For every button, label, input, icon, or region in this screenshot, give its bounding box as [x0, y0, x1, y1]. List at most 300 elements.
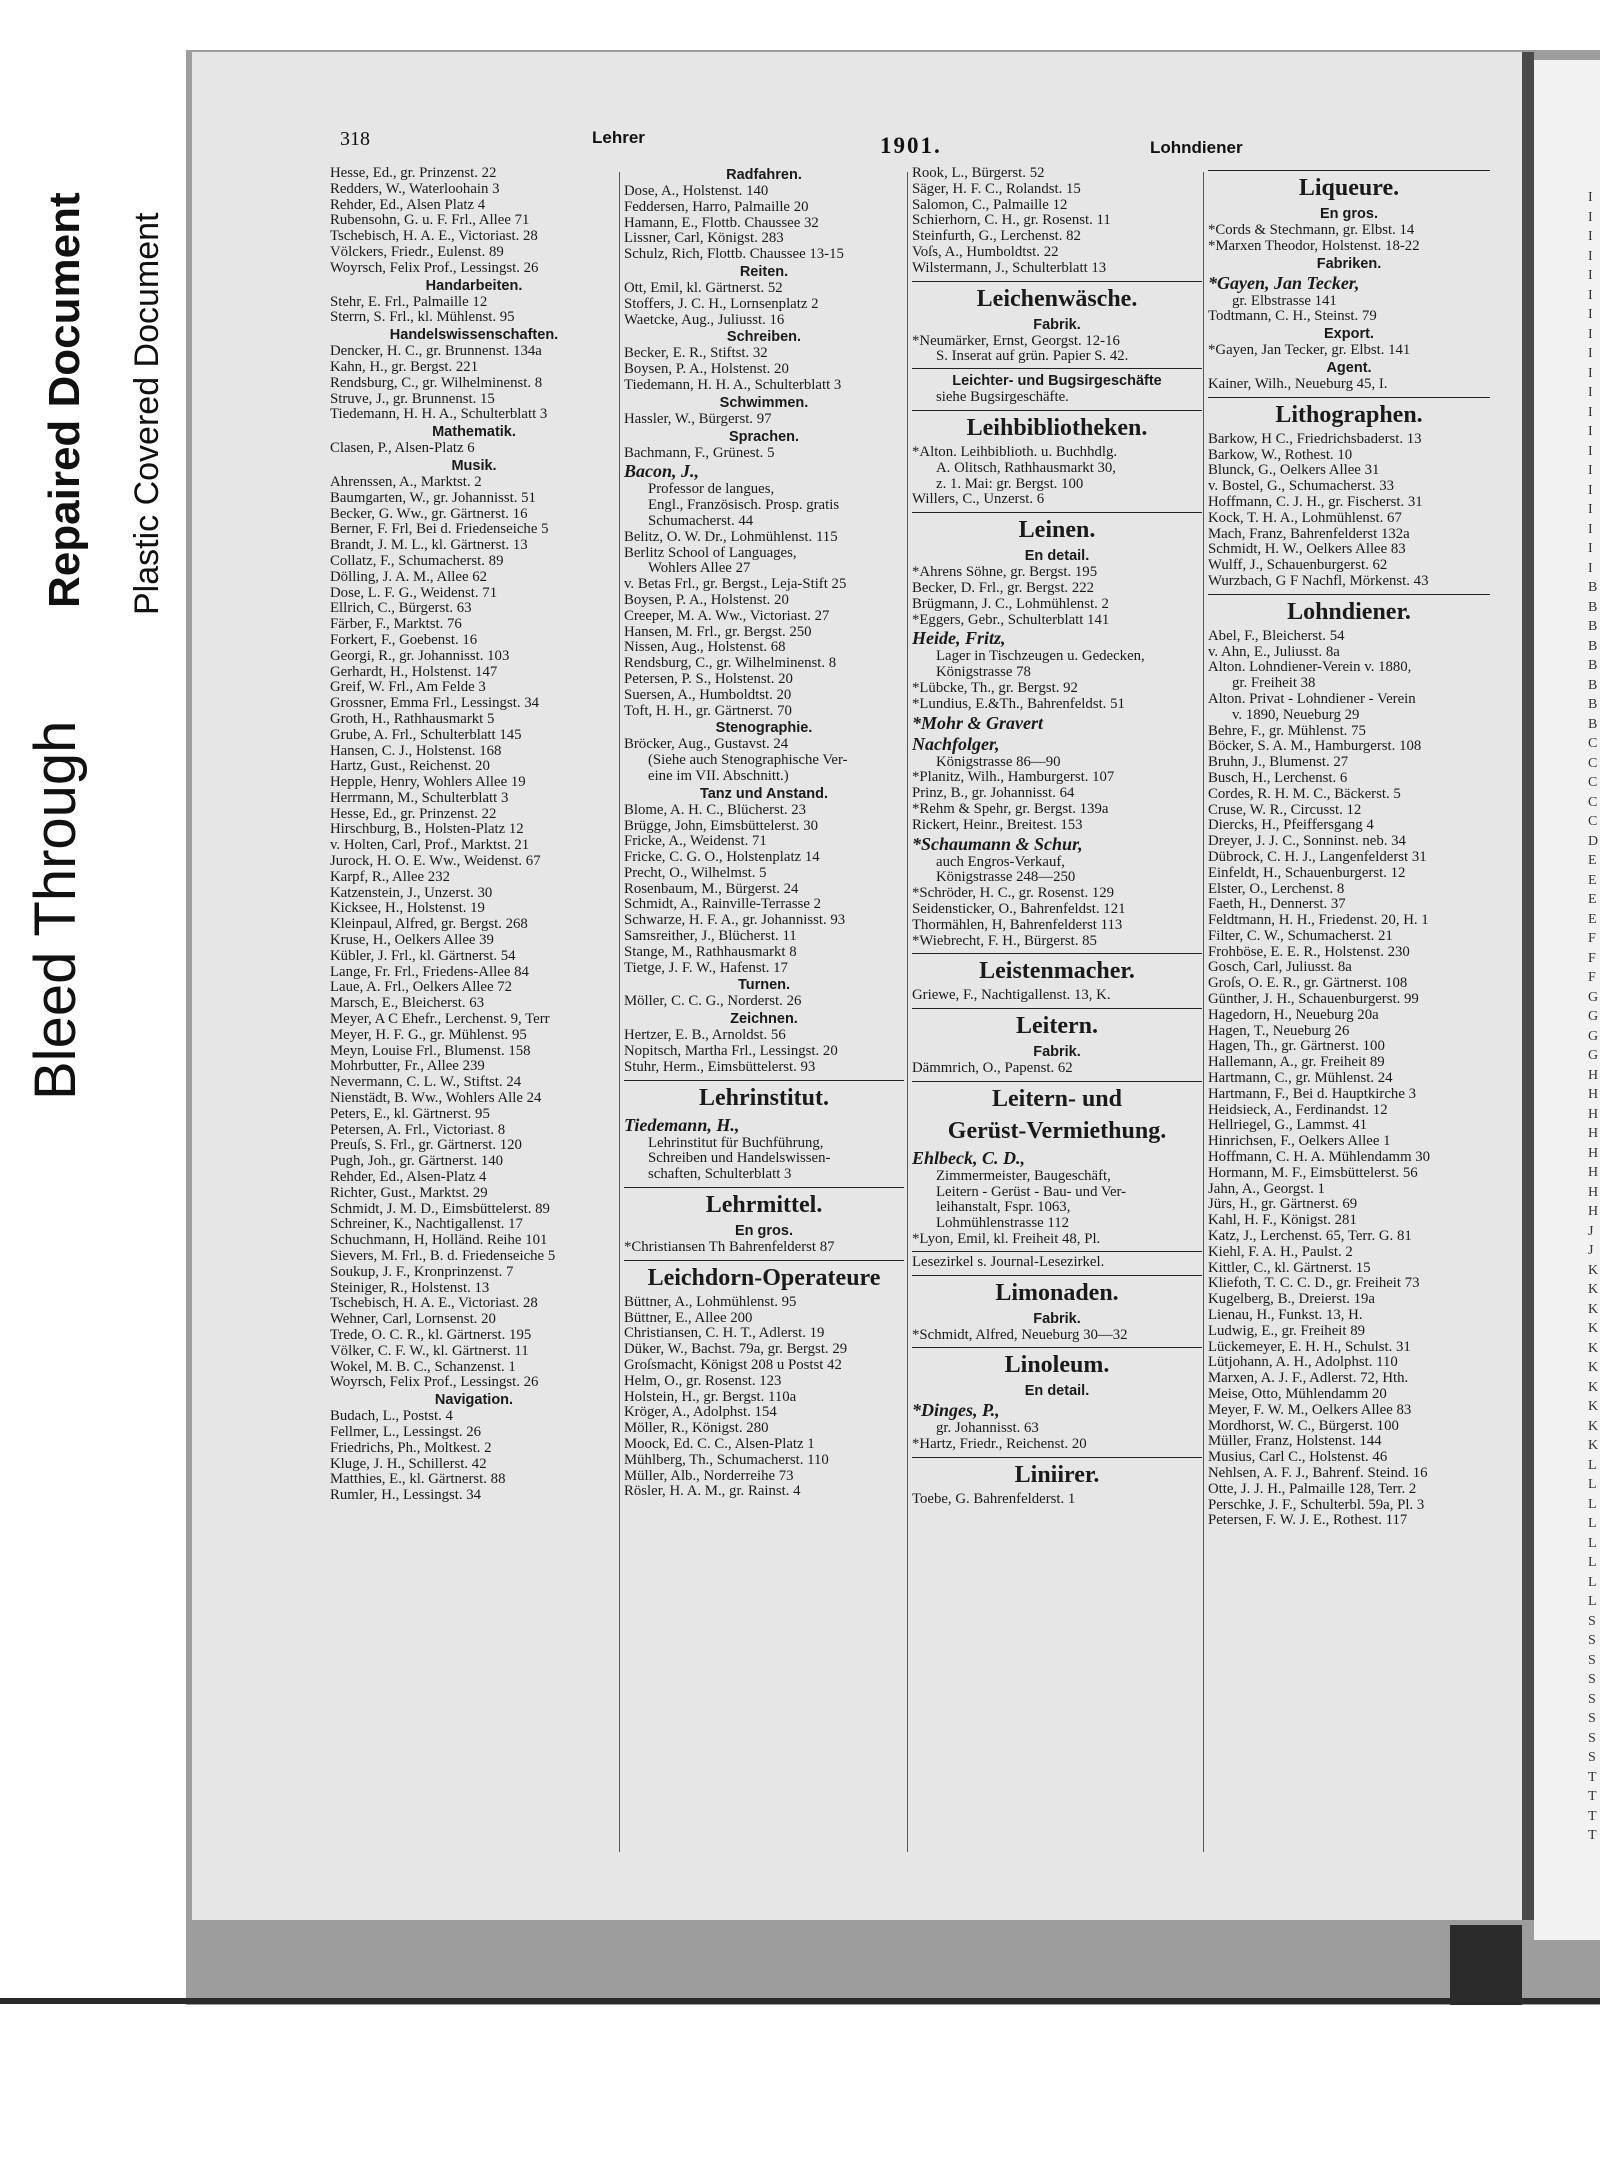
directory-entry: Kröger, A., Adolphst. 154: [624, 1405, 777, 1421]
section-heading: En gros.: [1319, 206, 1378, 222]
directory-entry: Elster, O., Lerchenst. 8: [1208, 881, 1345, 897]
entry-continuation: Leitern - Gerüst - Bau- und Ver-: [936, 1183, 1127, 1200]
category-heading: Leihbibliotheken.: [912, 410, 1202, 443]
advertiser-name: Tiedemann, H.,: [624, 1114, 740, 1135]
facing-page-letter: I: [1588, 541, 1593, 556]
directory-entry: Cruse, W. R., Circusst. 12: [1208, 802, 1362, 818]
facing-page-letter: J: [1588, 1243, 1594, 1258]
facing-page-letter: S: [1588, 1633, 1596, 1648]
directory-entry: Nevermann, C. L. W., Stiftst. 24: [330, 1075, 522, 1091]
directory-entry: Kluge, J. H., Schillerst. 42: [330, 1456, 487, 1472]
directory-entry: Budach, L., Postst. 4: [330, 1409, 453, 1425]
directory-entry: Musius, Carl C., Holstenst. 46: [1208, 1450, 1388, 1466]
column-3: [912, 166, 1202, 1508]
facing-page-letter: K: [1588, 1418, 1599, 1434]
directory-entry: Jürs, H., gr. Gärtnerst. 69: [1208, 1197, 1358, 1213]
category-heading: Lohndiener.: [1208, 594, 1490, 627]
directory-entry: Clasen, P., Alsen-Platz 6: [330, 441, 475, 457]
category-heading: Liniirer.: [912, 1457, 1202, 1490]
directory-entry: Kübler, J. Frl., kl. Gärtnerst. 54: [330, 948, 516, 964]
facing-page-letter: C: [1588, 736, 1598, 751]
entry-continuation: z. 1. Mai: gr. Bergst. 100: [936, 475, 1084, 492]
directory-entry: Lütjohann, A. H., Adolphst. 110: [1208, 1355, 1398, 1371]
directory-entry: Helm, O., gr. Rosenst. 123: [624, 1373, 782, 1389]
directory-entry: Bröcker, Aug., Gustavst. 24: [624, 737, 789, 753]
directory-entry: Rickert, Heinr., Breitest. 153: [912, 817, 1083, 833]
directory-entry: Schmidt, H. W., Oelkers Allee 83: [1208, 542, 1406, 558]
category-heading: Leinen.: [912, 512, 1202, 545]
directory-entry: Perschke, J. F., Schulterbl. 59a, Pl. 3: [1208, 1497, 1425, 1513]
category-heading: Limonaden.: [912, 1275, 1202, 1308]
facing-page-letter: B: [1588, 619, 1598, 634]
column-4: [1208, 166, 1490, 1529]
directory-entry: Fellmer, L., Lessingst. 26: [330, 1424, 482, 1440]
category-heading: Leichenwäsche.: [912, 281, 1202, 314]
advertiser-name: Heide, Fritz,: [912, 628, 1006, 649]
facing-page-letter: B: [1588, 677, 1598, 693]
entry-continuation: Schumacherst. 44: [648, 512, 754, 529]
facing-page-letter: I: [1588, 463, 1593, 478]
directory-entry: Hertzer, E. B., Arnoldst. 56: [624, 1028, 786, 1044]
directory-entry: Lückemeyer, E. H. H., Schulst. 31: [1208, 1339, 1411, 1355]
directory-entry: Tiedemann, H. H. A., Schulterblatt 3: [624, 377, 842, 393]
facing-page-letter: L: [1588, 1457, 1597, 1473]
directory-entry: Collatz, F., Schumacherst. 89: [330, 553, 504, 569]
facing-page-letter: K: [1588, 1321, 1599, 1336]
directory-entry: Hamann, E., Flottb. Chaussee 32: [624, 215, 819, 231]
section-heading: Reiten.: [739, 263, 789, 280]
directory-entry: Hagedorn, H., Neueburg 20a: [1208, 1007, 1379, 1023]
directory-entry: Möller, R., Königst. 280: [624, 1421, 769, 1437]
entry-continuation: Königstrasse 78: [936, 664, 1031, 681]
directory-entry: Otte, J. J. H., Palmaille 128, Terr. 2: [1208, 1481, 1417, 1497]
facing-page-letter: K: [1588, 1262, 1599, 1278]
directory-entry: *Christiansen Th Bahrenfelderst 87: [624, 1240, 835, 1256]
directory-entry: Filter, C. W., Schumacherst. 21: [1208, 928, 1393, 944]
facing-page-letter: B: [1588, 580, 1598, 595]
directory-entry: Trede, O. C. R., kl. Gärtnerst. 195: [330, 1327, 532, 1343]
facing-page-letter: S: [1588, 1691, 1596, 1707]
directory-entry: *Eggers, Gebr., Schulterblatt 141: [912, 612, 1110, 628]
directory-entry: Meyn, Louise Frl., Blumenst. 158: [330, 1043, 531, 1059]
facing-page-letter: I: [1588, 521, 1593, 537]
directory-entry: Brandt, J. M. L., kl. Gärtnerst. 13: [330, 538, 528, 554]
facing-page-letter: I: [1588, 229, 1593, 244]
directory-entry: Hepple, Henry, Wohlers Allee 19: [330, 775, 526, 791]
entry-continuation: A. Olitsch, Rathhausmarkt 30,: [936, 459, 1117, 476]
directory-entry: Groſs, O. E. R., gr. Gärtnerst. 108: [1208, 976, 1408, 992]
entry-continuation: Professor de langues,: [648, 481, 775, 498]
directory-entry: Busch, H., Lerchenst. 6: [1208, 770, 1348, 786]
directory-entry: Nissen, Aug., Holstenst. 68: [624, 640, 786, 656]
section-heading: Sprachen.: [728, 428, 800, 445]
directory-entry: Greif, W. Frl., Am Felde 3: [330, 680, 486, 696]
directory-entry: *Wiebrecht, F. H., Bürgerst. 85: [912, 933, 1097, 949]
directory-entry: Barkow, H C., Friedrichsbaderst. 13: [1208, 431, 1422, 447]
section-heading: Navigation.: [434, 1392, 514, 1409]
facing-page-letter: I: [1588, 248, 1593, 264]
directory-entry: Kruse, H., Oelkers Allee 39: [330, 933, 494, 949]
directory-entry: Tschebisch, H. A. E., Victoriast. 28: [330, 1296, 538, 1312]
directory-entry: Schuchmann, H, Holländ. Reihe 101: [330, 1233, 548, 1249]
directory-entry: Kainer, Wilh., Neueburg 45, I.: [1208, 376, 1388, 392]
facing-page-letter: F: [1588, 950, 1596, 966]
directory-entry: Meyer, H. F. G., gr. Mühlenst. 95: [330, 1027, 527, 1043]
rule-line: [912, 368, 1202, 369]
facing-page-letter: T: [1588, 1808, 1597, 1824]
directory-entry: Rehder, Ed., Alsen-Platz 4: [330, 1170, 487, 1186]
directory-entry: Jurock, H. O. E. Ww., Weidenst. 67: [330, 854, 541, 870]
facing-page-letter: S: [1588, 1750, 1596, 1765]
directory-entry: Wurzbach, G F Nachfl, Mörkenst. 43: [1208, 573, 1429, 589]
directory-entry: Thormählen, H, Bahrenfelderst 113: [912, 917, 1123, 933]
directory-entry: Hesse, Ed., gr. Prinzenst. 22: [330, 806, 497, 822]
directory-entry: Tschebisch, H. A. E., Victoriast. 28: [330, 229, 538, 245]
section-heading: Fabrik.: [1033, 1044, 1081, 1061]
category-heading: Lehrmittel.: [624, 1187, 904, 1220]
entry-continuation: Königstrasse 86—90: [936, 753, 1061, 770]
directory-entry: Kiehl, F. A. H., Paulst. 2: [1208, 1244, 1353, 1260]
directory-entry: Hoffmann, C. H. A. Mühlendamm 30: [1208, 1150, 1431, 1166]
facing-page-letter: E: [1588, 853, 1597, 868]
directory-entry: Dreyer, J. J. C., Sonninst. neb. 34: [1208, 834, 1406, 850]
facing-page-letter: K: [1588, 1340, 1599, 1356]
directory-entry: Meyer, F. W. M., Oelkers Allee 83: [1208, 1402, 1412, 1418]
directory-entry: Hirschburg, B., Holsten-Platz 12: [330, 822, 524, 838]
section-heading: Stenographie.: [715, 720, 813, 737]
directory-entry: Barkow, W., Rothest. 10: [1208, 447, 1353, 463]
entry-continuation: Lehrinstitut für Buchführung,: [648, 1134, 824, 1151]
facing-page-letter: G: [1588, 1009, 1599, 1024]
facing-page-letter: H: [1588, 1087, 1599, 1102]
facing-page-letter: K: [1588, 1399, 1599, 1414]
directory-entry: Hansen, C. J., Holstenst. 168: [330, 743, 502, 759]
directory-entry: Precht, O., Wilhelmst. 5: [624, 865, 767, 881]
directory-entry: Lesezirkel s. Journal-Lesezirkel.: [912, 1254, 1105, 1270]
facing-page-letter: S: [1588, 1652, 1596, 1668]
facing-page-letter: H: [1588, 1165, 1599, 1180]
directory-entry: *Gayen, Jan Tecker, gr. Elbst. 141: [1208, 343, 1411, 359]
category-heading: Gerüst-Vermiethung.: [947, 1117, 1167, 1144]
directory-entry: Marsch, E., Bleicherst. 63: [330, 996, 485, 1012]
directory-entry: Petersen, F. W. J. E., Rothest. 117: [1208, 1513, 1408, 1529]
facing-page-letter: B: [1588, 599, 1598, 615]
directory-entry: Hartmann, F., Bei d. Hauptkirche 3: [1208, 1086, 1416, 1102]
directory-entry: Faeth, H., Dennerst. 37: [1208, 897, 1346, 913]
directory-entry: Blome, A. H. C., Blücherst. 23: [624, 802, 807, 818]
facing-page-letter: L: [1588, 1477, 1597, 1492]
directory-entry: Schmidt, A., Rainville-Terrasse 2: [624, 897, 822, 913]
entry-continuation: v. 1890, Neueburg 29: [1232, 706, 1360, 723]
directory-entry: Griewe, F., Nachtigallenst. 13, K.: [912, 988, 1111, 1004]
facing-page-letter: F: [1588, 931, 1596, 946]
facing-page-letter: C: [1588, 755, 1598, 771]
directory-entry: Völker, C. F. W., kl. Gärtnerst. 11: [330, 1343, 529, 1359]
directory-entry: Suersen, A., Humboldtst. 20: [624, 687, 792, 703]
entry-continuation: Königstrasse 248—250: [936, 869, 1076, 886]
section-heading: Agent.: [1326, 359, 1372, 376]
section-heading: Export.: [1324, 326, 1374, 343]
directory-entry: *Schmidt, Alfred, Neueburg 30—32: [912, 1327, 1128, 1343]
facing-page-letter: B: [1588, 716, 1598, 732]
directory-entry: *Lyon, Emil, kl. Freiheit 48, Pl.: [912, 1232, 1101, 1248]
directory-entry: Rosenbaum, M., Bürgerst. 24: [624, 881, 799, 897]
directory-entry: Peters, E., kl. Gärtnerst. 95: [330, 1106, 490, 1122]
facing-page-letter: I: [1588, 443, 1593, 459]
directory-entry: Matthies, E., kl. Gärtnerst. 88: [330, 1472, 506, 1488]
directory-entry: Rendsburg, C., gr. Wilhelminenst. 8: [330, 375, 543, 391]
entry-continuation: Lohmühlenstrasse 112: [936, 1215, 1070, 1232]
directory-entry: Feldtmann, H. H., Friedenst. 20, H. 1: [1208, 913, 1429, 929]
facing-page-letter: E: [1588, 872, 1597, 888]
facing-page-letter: I: [1588, 385, 1593, 400]
directory-entry: Düker, W., Bachst. 79a, gr. Bergst. 29: [624, 1342, 848, 1358]
directory-entry: Struve, J., gr. Brunnenst. 15: [330, 391, 495, 407]
directory-entry: Hartz, Gust., Reichenst. 20: [330, 759, 490, 775]
advertiser-name: Ehlbeck, C. D.,: [912, 1147, 1026, 1168]
entry-continuation: gr. Johannisst. 63: [936, 1420, 1039, 1437]
directory-entry: Behre, F., gr. Mühlenst. 75: [1208, 723, 1366, 739]
section-heading: Schreiben.: [726, 329, 802, 346]
directory-entry: Schreiner, K., Nachtigallenst. 17: [330, 1217, 523, 1233]
facing-page-letter: I: [1588, 326, 1593, 342]
directory-entry: Laue, A. Frl., Oelkers Allee 72: [330, 980, 513, 996]
directory-entry: v. Holten, Carl, Prof., Marktst. 21: [330, 838, 530, 854]
directory-entry: v. Bostel, G., Schumacherst. 33: [1208, 479, 1395, 495]
directory-entry: Forkert, F., Goebenst. 16: [330, 632, 478, 648]
directory-entry: Richter, Gust., Marktst. 29: [330, 1185, 488, 1201]
directory-entry: Woyrsch, Felix Prof., Lessingst. 26: [330, 260, 539, 276]
column-divider: [1203, 172, 1204, 1852]
directory-entry: Rehder, Ed., Alsen Platz 4: [330, 197, 486, 213]
directory-entry: Stange, M., Rathhausmarkt 8: [624, 944, 797, 960]
entry-continuation: auch Engros-Verkauf,: [936, 853, 1066, 870]
entry-continuation: Wohlers Allee 27: [648, 560, 751, 577]
directory-entry: Hassler, W., Bürgerst. 97: [624, 411, 772, 427]
directory-entry: Dose, A., Holstenst. 140: [624, 184, 769, 199]
directory-entry: Rösler, H. A. M., gr. Rainst. 4: [624, 1484, 801, 1500]
directory-entry: Georgi, R., gr. Johannisst. 103: [330, 648, 510, 664]
directory-entry: Samsreither, J., Blücherst. 11: [624, 929, 797, 945]
facing-page-letter: I: [1588, 307, 1593, 322]
directory-entry: Kleinpaul, Alfred, gr. Bergst. 268: [330, 917, 528, 933]
facing-page-letter: I: [1588, 268, 1593, 283]
facing-page-letter: I: [1588, 502, 1593, 517]
facing-page-letter: I: [1588, 365, 1593, 381]
directory-entry: Feddersen, Harro, Palmaille 20: [624, 199, 809, 215]
directory-entry: Dämmrich, O., Papenst. 62: [912, 1061, 1073, 1077]
directory-entry: Herrmann, M., Schulterblatt 3: [330, 790, 509, 806]
directory-entry: Steinfurth, G., Lerchenst. 82: [912, 229, 1081, 245]
section-heading: En detail.: [1024, 548, 1090, 565]
directory-entry: Pugh, Joh., gr. Gärtnerst. 140: [330, 1154, 504, 1170]
directory-entry: Moock, Ed. C. C., Alsen-Platz 1: [624, 1437, 815, 1453]
bottom-edge-bar: [0, 1998, 1600, 2004]
directory-entry: Voſs, A., Humboldtst. 22: [912, 244, 1059, 260]
category-heading: Leitern.: [912, 1008, 1202, 1041]
directory-entry: *Cords & Stechmann, gr. Elbst. 14: [1208, 223, 1415, 238]
directory-entry: Cordes, R. H. M. C., Bäckerst. 5: [1208, 786, 1401, 802]
directory-entry: Ott, Emil, kl. Gärtnerst. 52: [624, 280, 783, 296]
directory-entry: Wehner, Carl, Lornsenst. 20: [330, 1312, 496, 1328]
directory-entry: *Ahrens Söhne, gr. Bergst. 195: [912, 565, 1098, 581]
section-heading: Leichter- und Bugsirgeschäfte: [952, 373, 1162, 390]
directory-entry: Todtmann, C. H., Steinst. 79: [1208, 309, 1377, 325]
directory-entry: Rubensohn, G. u. F. Frl., Allee 71: [330, 213, 530, 229]
facing-page-letter: L: [1588, 1516, 1597, 1531]
directory-entry: Hagen, Th., gr. Gärtnerst. 100: [1208, 1039, 1385, 1055]
directory-entry: *Schröder, H. C., gr. Rosenst. 129: [912, 886, 1115, 902]
facing-page-letter: B: [1588, 638, 1598, 654]
directory-entry: Nehlsen, A. F. J., Bahrenf. Steind. 16: [1208, 1465, 1428, 1481]
directory-entry: Kugelberg, B., Dreierst. 19a: [1208, 1292, 1375, 1308]
directory-entry: Gosch, Carl, Juliusst. 8a: [1208, 960, 1352, 976]
directory-entry: Rendsburg, C., gr. Wilhelminenst. 8: [624, 656, 837, 672]
directory-entry: Böcker, S. A. M., Hamburgerst. 108: [1208, 739, 1422, 755]
rule-line: [912, 1251, 1202, 1252]
directory-entry: v. Ahn, E., Juliusst. 8a: [1208, 644, 1340, 660]
entry-continuation: gr. Elbstrasse 141: [1232, 292, 1337, 309]
directory-entry: Hormann, M. F., Eimsbüttelerst. 56: [1208, 1165, 1418, 1181]
directory-entry: Möller, C. C. G., Norderst. 26: [624, 994, 802, 1010]
directory-entry: Hinrichsen, F., Oelkers Allee 1: [1208, 1134, 1391, 1150]
header-right-title: Lohndiener: [1150, 138, 1243, 157]
directory-entry: *Rehm & Spehr, gr. Bergst. 139a: [912, 801, 1109, 817]
section-heading: Musik.: [451, 457, 497, 474]
facing-page-letter: S: [1588, 1613, 1596, 1629]
facing-page-letter: K: [1588, 1438, 1599, 1453]
directory-entry: Frohböse, E. E. R., Holstenst. 230: [1208, 944, 1410, 960]
directory-entry: Hellriegel, G., Lammst. 41: [1208, 1118, 1368, 1134]
directory-entry: Redders, W., Waterloohain 3: [330, 181, 500, 197]
directory-entry: Groth, H., Rathhausmarkt 5: [330, 711, 495, 727]
directory-entry: Kittler, C., kl. Gärtnerst. 15: [1208, 1260, 1371, 1276]
page-number: 318: [340, 128, 370, 150]
directory-entry: Holstein, H., gr. Bergst. 110a: [624, 1389, 797, 1405]
directory-entry: Heidsieck, A., Ferdinandst. 12: [1208, 1102, 1388, 1118]
facing-page-letter: H: [1588, 1145, 1599, 1161]
directory-entry: Preuſs, S. Frl., gr. Gärtnerst. 120: [330, 1138, 522, 1154]
directory-entry: Alton. Privat - Lohndiener - Verein: [1208, 691, 1416, 707]
directory-entry: Waetcke, Aug., Juliusst. 16: [624, 312, 785, 328]
directory-entry: Groſsmacht, Königst 208 u Postst 42: [624, 1358, 842, 1374]
facing-page-letter: I: [1588, 560, 1593, 576]
directory-entry: Stuhr, Herm., Eimsbüttelerst. 93: [624, 1059, 816, 1075]
directory-entry: Lienau, H., Funkst. 13, H.: [1208, 1308, 1363, 1324]
entry-continuation: Schreiben und Handelswissen-: [648, 1150, 831, 1167]
facing-page-letter: G: [1588, 989, 1599, 1005]
directory-entry: Becker, G. Ww., gr. Gärtnerst. 16: [330, 506, 528, 522]
facing-page-letter: G: [1588, 1048, 1599, 1063]
header-left-title: Lehrer: [592, 128, 645, 147]
directory-entry: Alton. Lohndiener-Verein v. 1880,: [1208, 660, 1412, 676]
section-heading: Fabrik.: [1033, 1310, 1081, 1327]
directory-entry: Müller, Franz, Holstenst. 144: [1208, 1434, 1382, 1450]
label-plastic-covered-document: Plastic Covered Document: [128, 212, 166, 615]
facing-page-letter: T: [1588, 1828, 1597, 1843]
section-heading: Handelswissenschaften.: [389, 327, 559, 344]
facing-page-letter: I: [1588, 482, 1593, 498]
advertiser-name: *Mohr & Gravert: [912, 712, 1044, 733]
directory-entry: *Marxen Theodor, Holstenst. 18-22: [1208, 238, 1420, 254]
directory-entry: Stehr, E. Frl., Palmaille 12: [330, 294, 488, 310]
advertiser-name: *Schaumann & Schur,: [912, 833, 1083, 854]
directory-entry: Katzenstein, J., Unzerst. 30: [330, 885, 493, 901]
facing-page-letter: E: [1588, 892, 1597, 907]
directory-entry: Hallemann, A., gr. Freiheit 89: [1208, 1055, 1385, 1071]
directory-entry: *Alton. Leihbiblioth. u. Buchhdlg.: [912, 444, 1118, 460]
section-heading: Mathematik.: [432, 424, 516, 441]
directory-entry: Mohrbutter, Fr., Allee 239: [330, 1059, 485, 1075]
entry-continuation: S. Inserat auf grün. Papier S. 42.: [936, 348, 1129, 365]
directory-entry: Friedrichs, Ph., Moltkest. 2: [330, 1440, 492, 1456]
facing-page-letter: I: [1588, 190, 1593, 205]
directory-entry: Dencker, H. C., gr. Brunnenst. 134a: [330, 344, 542, 360]
entry-continuation: Engl., Französisch. Prosp. gratis: [648, 497, 840, 514]
directory-entry: Marxen, A. J. F., Adlerst. 72, Hth.: [1208, 1371, 1409, 1387]
entry-continuation: siehe Bugsirgeschäfte.: [936, 389, 1069, 406]
category-heading: Liqueure.: [1208, 170, 1490, 203]
section-heading: Radfahren.: [726, 167, 802, 183]
directory-entry: Wokel, M. B. C., Schanzenst. 1: [330, 1359, 516, 1375]
facing-page-letter: S: [1588, 1730, 1596, 1746]
facing-page-letter: K: [1588, 1379, 1599, 1395]
entry-continuation: gr. Freiheit 38: [1232, 675, 1316, 692]
directory-entry: Mühlberg, Th., Schumacherst. 110: [624, 1452, 829, 1468]
directory-entry: Schmidt, J. M. D., Eimsbüttelerst. 89: [330, 1201, 550, 1217]
directory-entry: Becker, D. Frl., gr. Bergst. 222: [912, 580, 1095, 596]
book-spine: [1522, 52, 1534, 1920]
directory-entry: Baumgarten, W., gr. Johannisst. 51: [330, 490, 536, 506]
entry-continuation: leihanstalt, Fspr. 1063,: [936, 1199, 1071, 1216]
directory-entry: Abel, F., Bleicherst. 54: [1208, 628, 1345, 644]
directory-entry: Einfeldt, H., Schauenburgerst. 12: [1208, 865, 1406, 881]
directory-entry: Jahn, A., Georgst. 1: [1208, 1181, 1325, 1197]
directory-entry: Hesse, Ed., gr. Prinzenst. 22: [330, 166, 497, 181]
directory-entry: Lissner, Carl, Königst. 283: [624, 231, 784, 247]
directory-entry: *Lübcke, Th., gr. Bergst. 92: [912, 680, 1078, 696]
directory-entry: Diercks, H., Pfeiffersgang 4: [1208, 818, 1374, 834]
category-heading: Lehrinstitut.: [624, 1080, 904, 1113]
directory-entry: Dölling, J. A. M., Allee 62: [330, 569, 488, 585]
facing-page-letter: C: [1588, 814, 1598, 829]
column-2: [624, 166, 904, 1500]
directory-entry: Toebe, G. Bahrenfelderst. 1: [912, 1492, 1076, 1508]
column-divider: [907, 172, 908, 1852]
facing-page-letter: E: [1588, 911, 1597, 927]
facing-page-letter: T: [1588, 1769, 1597, 1785]
section-heading: Fabriken.: [1316, 255, 1382, 272]
directory-entry: Büttner, E., Allee 200: [624, 1310, 753, 1326]
advertiser-name: *Dinges, P.,: [912, 1400, 1000, 1421]
facing-page-letter: H: [1588, 1184, 1599, 1200]
facing-page-letter: H: [1588, 1126, 1599, 1141]
facing-page-letter: B: [1588, 697, 1598, 712]
facing-page-letter: D: [1588, 833, 1599, 849]
facing-page-letter: G: [1588, 1028, 1599, 1044]
directory-entry: Kicksee, H., Holstenst. 19: [330, 901, 485, 917]
column-1: [330, 166, 618, 1504]
directory-entry: Färber, F., Marktst. 76: [330, 617, 462, 633]
directory-entry: Boysen, P. A., Holstenst. 20: [624, 362, 789, 378]
dark-corner: [1450, 1925, 1522, 2005]
directory-entry: Schulz, Rich, Flottb. Chaussee 13-15: [624, 247, 844, 263]
facing-page-letter: S: [1588, 1672, 1596, 1687]
facing-page-letter: C: [1588, 775, 1598, 790]
directory-entry: Berner, F. Frl, Bei d. Friedenseiche 5: [330, 522, 549, 538]
directory-entry: Belitz, O. W. Dr., Lohmühlenst. 115: [624, 529, 838, 545]
advertiser-name: Bacon, J.,: [624, 461, 700, 482]
